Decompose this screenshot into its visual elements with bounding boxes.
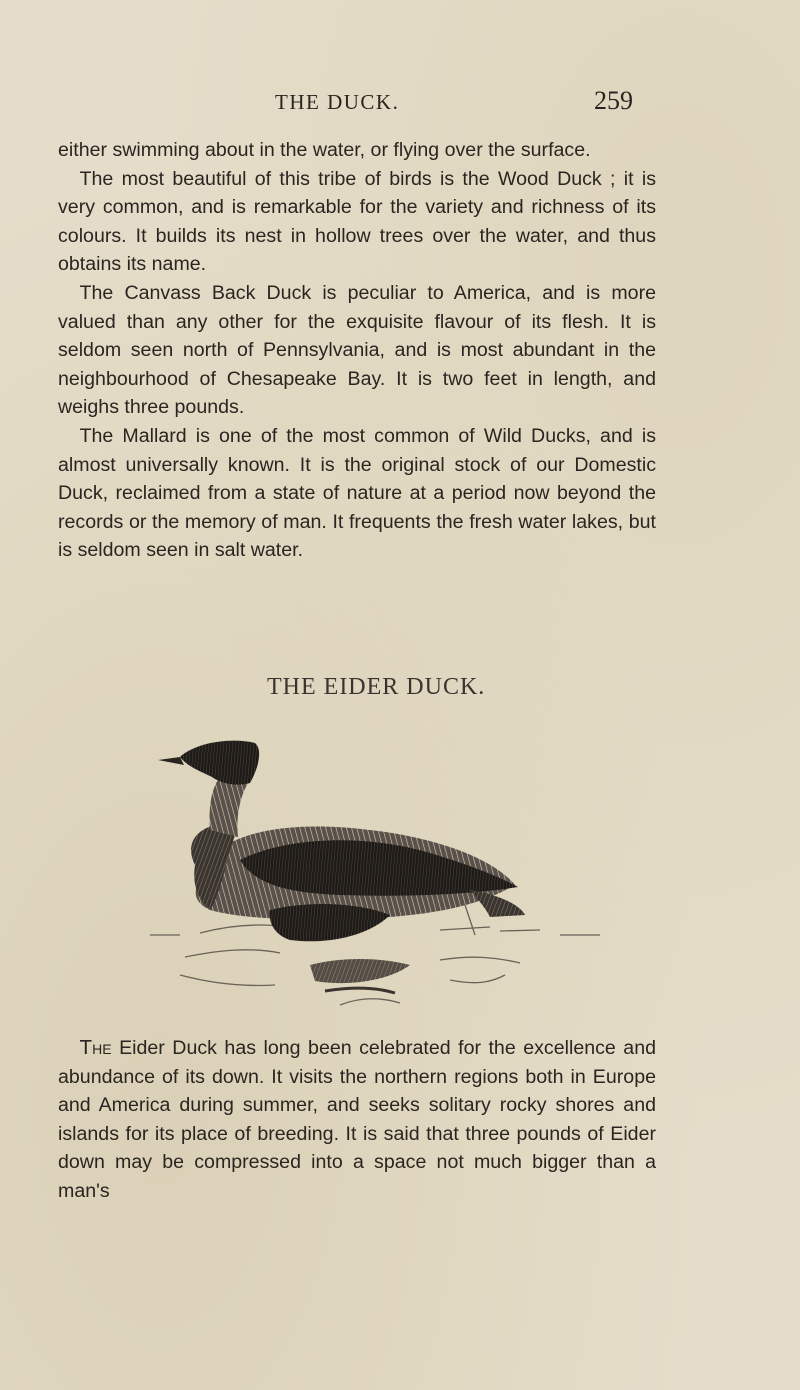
duck-tail (470, 890, 525, 917)
duck-beak (158, 757, 184, 765)
running-title: THE DUCK. (275, 90, 400, 114)
lead-word: The (79, 1036, 112, 1059)
paragraph-canvass-back-duck: The Canvass Back Duck is peculiar to America, and is more valued than any other for the exquisite flavour of its flesh. It is seldom seen north of Pennsylvania, and is most abundant in the neighbourhood of Chesapeake Bay. It is two feet in length, and weighs three pounds. (58, 281, 656, 419)
paragraph-eider-duck (58, 1034, 656, 1206)
eider-duck-engraving (140, 735, 610, 1025)
duck-reflection (310, 959, 410, 983)
duck-head (180, 741, 259, 785)
paragraph-mallard: The Mallard is one of the most common of Wild Ducks, and is almost universally known. It is the original stock of our Domestic Duck, reclaimed from a state of nature at a period now beyond the records or the memory of man. It frequents the fresh water lakes, but is seldom seen in salt water. (58, 424, 656, 562)
paragraph-continuation: either swimming about in the water, or flying over the surface. (58, 139, 591, 161)
page-number: 259 (594, 86, 633, 115)
paragraph-wood-duck: The most beautiful of this tribe of birds is the Wood Duck ; it is very common, and is remarkable for the variety and richness of its colours. It builds its nest in hollow trees over the water, and thus obtains its name. (58, 167, 656, 276)
body-text-bottom (58, 1034, 656, 1206)
body-text-top (58, 136, 656, 565)
section-heading-text: THE EIDER DUCK. (267, 674, 486, 700)
duck-underside (270, 904, 390, 941)
paragraph-eider-duck-text: Eider Duck has long been celebrated for the excellence and abundance of its down. It visits the northern regions both in Europe and America during summer, and seeks solitary rocky shores and islands for its place of breeding. It is said that three pounds of Eider down may be compressed into a space not much bigger than a man's (58, 1037, 656, 1202)
running-head (0, 86, 800, 120)
